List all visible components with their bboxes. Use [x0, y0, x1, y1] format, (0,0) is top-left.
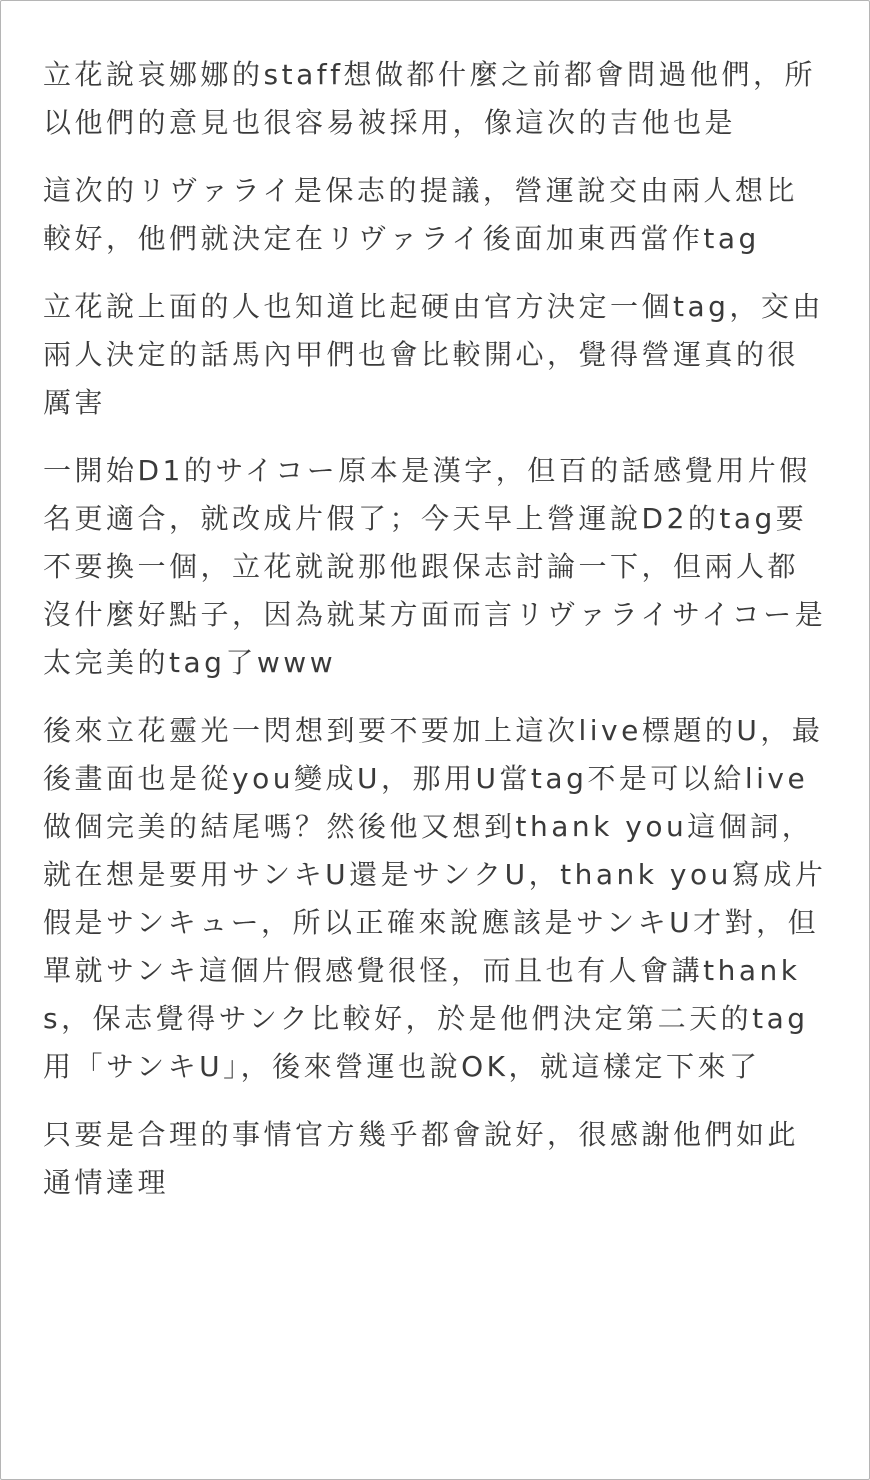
paragraph: 後來立花靈光一閃想到要不要加上這次live標題的U，最後畫面也是從you變成U，那用U當tag不是可以給live做個完美的結尾嗎？然後他又想到thank you這個詞，就在想是要用サンキU還是サンクU，thank you寫成片假是サンキュー，所以正確來說應該是サンキU才對，但單就サンキ這個片假感覺很怪，而且也有人會講thanks，保志覺得サンク比較好，於是他們決定第二天的tag用「サンキU」，後來營運也說OK，就這樣定下來了	[43, 714, 827, 1083]
paragraph: 這次的リヴァライ是保志的提議，營運說交由兩人想比較好，他們就決定在リヴァライ後面加東西當作tag	[43, 174, 798, 255]
paragraph: 立花說哀娜娜的staff想做都什麼之前都會問過他們，所以他們的意見也很容易被採用，像這次的吉他也是	[43, 58, 816, 139]
paragraph: 只要是合理的事情官方幾乎都會說好，很感謝他們如此通情達理	[43, 1118, 800, 1199]
article-body	[43, 51, 829, 1207]
paragraph: 立花說上面的人也知道比起硬由官方決定一個tag，交由兩人決定的話馬內甲們也會比較開心，覺得營運真的很厲害	[43, 290, 824, 419]
paragraph: 一開始D1的サイコー原本是漢字，但百的話感覺用片假名更適合，就改成片假了；今天早上營運說D2的tag要不要換一個，立花就說那他跟保志討論一下，但兩人都沒什麼好點子，因為就某方面而言リヴァライサイコー是太完美的tag了www	[43, 454, 827, 679]
